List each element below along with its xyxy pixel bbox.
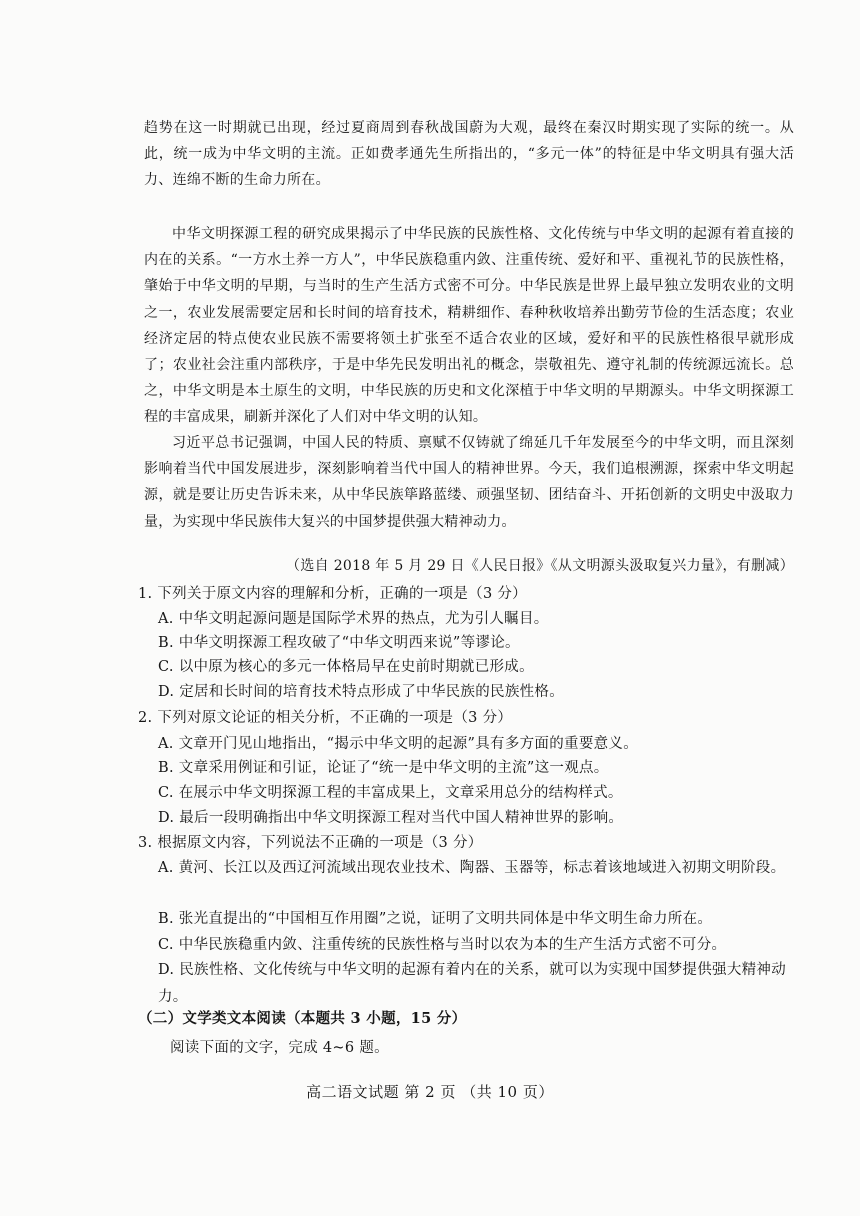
question-1-stem: 1. 下列关于原文内容的理解和分析，正确的一项是（3 分） xyxy=(138,586,527,602)
question-2-option-a: A. 文章开门见山地指出，“揭示中华文明的起源”具有多方面的重要意义。 xyxy=(158,736,639,752)
question-3-option-a: A. 黄河、长江以及西辽河流域出现农业技术、陶器、玉器等，标志着该地域进入初期文明阶段。 xyxy=(158,860,786,876)
question-3-option-c: C. 中华民族稳重内敛、注重传统的民族性格与当时以农为本的生产生活方式密不可分。 xyxy=(158,937,727,953)
question-2-option-b: B. 文章采用例证和引证，论证了“统一是中华文明的主流”这一观点。 xyxy=(158,760,609,776)
question-2-stem: 2. 下列对原文论证的相关分析，不正确的一项是（3 分） xyxy=(138,710,513,726)
source-note: （选自 2018 年 5 月 29 日《人民日报》《从文明源头汲取复兴力量》，有删减） xyxy=(286,558,794,574)
page-footer: 高二语文试题 第 2 页 （共 10 页） xyxy=(306,1083,554,1101)
question-1-option-b: B. 中华文明探源工程攻破了“中华文明西来说”等谬论。 xyxy=(158,635,520,651)
question-1-option-c: C. 以中原为核心的多元一体格局早在史前时期就已形成。 xyxy=(158,659,534,675)
section-heading: （二）文学类文本阅读（本题共 3 小题，15 分） xyxy=(138,1010,467,1027)
question-2-option-d: D. 最后一段明确指出中华文明探源工程对当代中国人精神世界的影响。 xyxy=(158,810,624,826)
question-1-option-a: A. 中华文明起源问题是国际学术界的热点，尤为引人瞩目。 xyxy=(158,611,549,627)
question-2-option-c: C. 在展示中华文明探源工程的丰富成果上，文章采用总分的结构样式。 xyxy=(158,785,623,801)
passage-paragraph-2: 中华文明探源工程的研究成果揭示了中华民族的民族性格、文化传统与中华文明的起源有着直接的内在的关系。“一方水土养一方人”，中华民族稳重内敛、注重传统、爱好和平、重视礼节的民族性格，肇始于中华文明的早期，与当时的生产生活方式密不可分。中华民族是世界上最早独立发明农业的文明之一，农业发展需要定居和长时间的培育技术，精耕细作、春种秋收培养出勤劳节俭的生活态度；农业经济定居的特点使农业民族不需要将领土扩张至不适合农业的区域，爱好和平的民族性格很早就形成了；农业社会注重内部秩序，于是中华先民发明出礼的概念，崇敬祖先、遵守礼制的传统源远流长。总之，中华文明是本土原生的文明，中华民族的历史和文化深植于中华文明的早期源头。中华文明探源工程的丰富成果，刷新并深化了人们对中华文明的认知。 xyxy=(144,226,794,426)
passage-paragraph-3: 习近平总书记强调，中国人民的特质、禀赋不仅铸就了绵延几千年发展至今的中华文明，而且深刻影响着当代中国发展进步，深刻影响着当代中国人的精神世界。今天，我们追根溯源，探索中华文明起源，就是要让历史告诉未来，从中华民族筚路蓝缕、顽强坚韧、团结奋斗、开拓创新的文明史中汲取力量，为实现中华民族伟大复兴的中国梦提供强大精神动力。 xyxy=(144,435,794,530)
question-3-stem: 3. 根据原文内容，下列说法不正确的一项是（3 分） xyxy=(138,835,483,851)
question-3-option-b: B. 张光直提出的“中国相互作用圈”之说，证明了文明共同体是中华文明生命力所在。 xyxy=(158,911,713,927)
section-instruction: 阅读下面的文字，完成 4~6 题。 xyxy=(170,1040,389,1056)
passage-paragraph-1: 趋势在这一时期就已出现，经过夏商周到春秋战国蔚为大观，最终在秦汉时期实现了实际的统一。从此，统一成为中华文明的主流。正如费孝通先生所指出的，“多元一体”的特征是中华文明具有强大活力、连绵不断的生命力所在。 xyxy=(144,120,794,189)
question-3-option-d: D. 民族性格、文化传统与中华文明的起源有着内在的关系，就可以为实现中国梦提供强大精神动力。 xyxy=(158,962,787,1005)
question-1-option-d: D. 定居和长时间的培育技术特点形成了中华民族的民族性格。 xyxy=(158,684,565,700)
